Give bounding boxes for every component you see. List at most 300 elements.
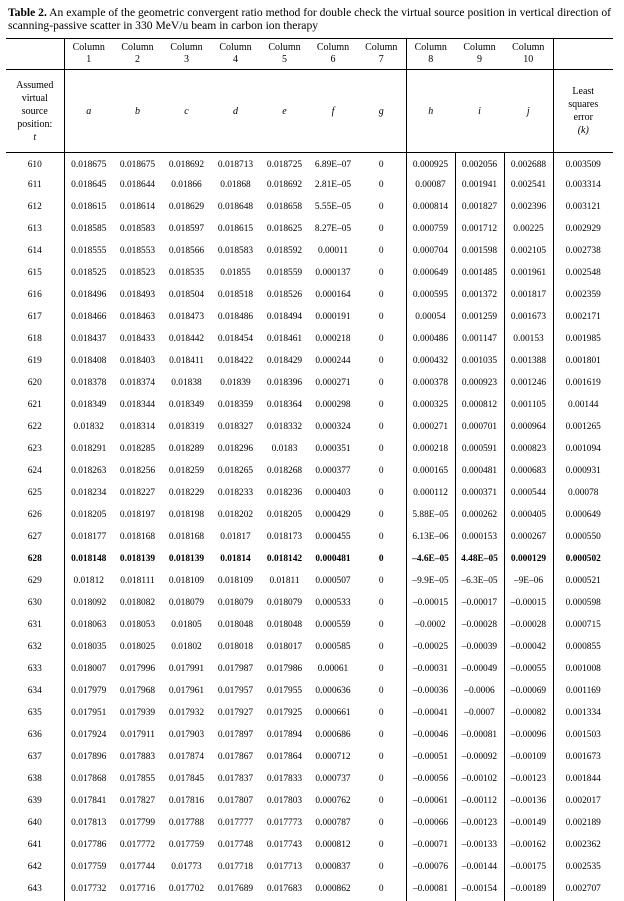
- table-cell: 0.018227: [119, 488, 156, 498]
- table-cell: –0.00028: [504, 615, 553, 637]
- table-cell: 0.01773: [171, 862, 202, 872]
- table-cell: –0.00081: [406, 879, 455, 901]
- row-position-cell: 642: [6, 857, 64, 879]
- table-cell: 0: [357, 879, 406, 901]
- column-header-name: Column: [316, 42, 350, 53]
- column-header-number: 10: [523, 54, 534, 65]
- table-cell: 0: [357, 549, 406, 571]
- row-position-cell: 622: [6, 417, 64, 439]
- table-cell: 0.000429: [315, 510, 351, 520]
- table-cell: 0.01839: [220, 378, 251, 388]
- table-cell: 0: [357, 153, 406, 175]
- table-cell: 0.018332: [266, 422, 303, 432]
- table-cell: 0.018349: [71, 400, 107, 410]
- table-cell: 0.018256: [119, 466, 156, 476]
- column-header-4: [211, 39, 260, 70]
- table-cell: 0: [357, 483, 406, 505]
- row-position-cell: 625: [6, 483, 64, 505]
- table-cell: 0.000814: [406, 197, 455, 219]
- column-variable-d: d: [211, 70, 260, 153]
- table-cell: 0.018168: [168, 532, 205, 542]
- table-cell: 0.018344: [119, 400, 156, 410]
- lsq-cell: 0.001008: [553, 659, 613, 681]
- table-cell: 0.017894: [266, 730, 303, 740]
- table-cell: 0.018597: [168, 224, 205, 234]
- lsq-cell: 0.000598: [553, 593, 613, 615]
- table-cell: 0.018018: [217, 642, 254, 652]
- table-row: [6, 307, 613, 329]
- lsq-header-line: (k): [577, 125, 589, 136]
- table-cell: 0.018442: [168, 334, 205, 344]
- table-cell: 0.018645: [71, 180, 107, 190]
- header-corner: [6, 39, 64, 70]
- table-cell: 0.018725: [266, 160, 303, 171]
- table-cell: 0.000481: [315, 554, 351, 564]
- row-position-cell: 635: [6, 703, 64, 725]
- table-cell: 0.018268: [266, 466, 303, 476]
- table-cell: 0.018053: [119, 620, 156, 630]
- table-cell: 0.018035: [71, 642, 107, 652]
- lsq-header-line: squares: [568, 99, 599, 110]
- lsq-cell: 0.001503: [553, 725, 613, 747]
- table-cell: 0.002396: [504, 197, 553, 219]
- table-cell: 6.89E–07: [314, 160, 352, 171]
- table-cell: –0.00144: [455, 857, 504, 879]
- table-cell: 0: [357, 285, 406, 307]
- table-cell: 0.018437: [71, 334, 107, 344]
- table-cell: 0.001035: [455, 351, 504, 373]
- table-cell: 0.001259: [455, 307, 504, 329]
- table-cell: 0.01855: [220, 268, 251, 278]
- lsq-cell: 0.002738: [553, 241, 613, 263]
- table-cell: 0.017833: [266, 774, 303, 784]
- row-position-cell: 616: [6, 285, 64, 307]
- table-cell: 0.000455: [315, 532, 351, 542]
- table-cell: 0.018109: [168, 576, 205, 586]
- table-cell: 0.000267: [504, 527, 553, 549]
- row-position-cell: 626: [6, 505, 64, 527]
- table-cell: 0.018493: [119, 290, 156, 300]
- table-row: [6, 593, 613, 615]
- lsq-cell: 0.002171: [553, 307, 613, 329]
- table-cell: –0.00162: [504, 835, 553, 857]
- table-cell: –0.00081: [455, 725, 504, 747]
- table-cell: 0.017777: [217, 818, 254, 828]
- table-row: [6, 813, 613, 835]
- table-cell: 0.000737: [315, 774, 351, 784]
- table-row: [6, 659, 613, 681]
- table-cell: 0.017748: [217, 840, 254, 850]
- table-cell: –0.00076: [406, 857, 455, 879]
- table-cell: 0.018079: [217, 598, 254, 608]
- table-cell: 0.018518: [217, 290, 254, 300]
- table-cell: 0.001147: [455, 329, 504, 351]
- table-cell: 0.017759: [71, 862, 107, 872]
- row-position-cell: 617: [6, 307, 64, 329]
- table-cell: 0: [357, 593, 406, 615]
- table-cell: 0.017986: [266, 664, 303, 674]
- table-cell: 0.018319: [168, 422, 205, 432]
- table-cell: 0.000704: [406, 241, 455, 263]
- table-cell: 0.018092: [71, 598, 107, 608]
- table-cell: 0.001817: [504, 285, 553, 307]
- table-cell: 0.017799: [119, 818, 156, 828]
- table-cell: 0: [357, 219, 406, 241]
- table-cell: 0: [357, 175, 406, 197]
- table-cell: –6.3E–05: [455, 571, 504, 593]
- table-cell: –0.00066: [406, 813, 455, 835]
- table-cell: 0.018692: [168, 160, 205, 171]
- table-cell: 0.018205: [266, 510, 303, 520]
- column-header-3: [162, 39, 211, 70]
- table-row: [6, 681, 613, 703]
- table-cell: 0.000649: [406, 263, 455, 285]
- table-cell: 0.000812: [455, 395, 504, 417]
- table-cell: 0.01832: [73, 422, 104, 432]
- table-cell: 0.017813: [71, 818, 107, 828]
- table-cell: –0.00031: [406, 659, 455, 681]
- table-cell: 0.018173: [266, 532, 303, 542]
- table-cell: 0.017713: [266, 862, 303, 872]
- table-cell: 0: [357, 329, 406, 351]
- table-cell: 0.000271: [406, 417, 455, 439]
- table-cell: 0.017718: [217, 862, 254, 872]
- table-row: [6, 351, 613, 373]
- table-cell: 0.000862: [315, 884, 351, 894]
- column-header-name: Column: [219, 42, 252, 53]
- column-variable-j: j: [504, 70, 553, 153]
- table-cell: 0.018648: [217, 202, 254, 212]
- table-row: [6, 373, 613, 395]
- table-cell: –0.00133: [455, 835, 504, 857]
- table-cell: 0.018463: [119, 312, 156, 322]
- table-cell: 0.000712: [315, 752, 351, 762]
- lsq-cell: 0.002017: [553, 791, 613, 813]
- table-cell: 0.018583: [119, 224, 156, 234]
- caption-label: Table 2.: [8, 6, 47, 19]
- table-cell: 0.000298: [315, 400, 351, 410]
- column-header-7: [357, 39, 406, 70]
- row-position-cell: 634: [6, 681, 64, 703]
- table-cell: 0.017759: [168, 840, 205, 850]
- table-cell: 0.01802: [171, 642, 202, 652]
- row-position-cell: 611: [6, 175, 64, 197]
- table-cell: 0.018411: [169, 356, 204, 366]
- lsq-cell: 0.000649: [553, 505, 613, 527]
- table-cell: 0.017939: [119, 708, 156, 718]
- table-cell: –0.00096: [504, 725, 553, 747]
- table-cell: 0.00225: [504, 219, 553, 241]
- table-cell: 0.01814: [220, 554, 251, 564]
- table-cell: 0.018525: [71, 268, 107, 278]
- lsq-header-line: error: [573, 112, 593, 123]
- table-row: [6, 549, 613, 571]
- table-cell: –0.00189: [504, 879, 553, 901]
- table-cell: –0.00149: [504, 813, 553, 835]
- table-cell: 0.017864: [266, 752, 303, 762]
- table-cell: 0.017961: [168, 686, 205, 696]
- column-header-number: 7: [378, 54, 384, 65]
- table-cell: 0.01868: [220, 180, 251, 190]
- lsq-cell: 0.003121: [553, 197, 613, 219]
- table-cell: 0: [357, 505, 406, 527]
- table-cell: 5.88E–05: [406, 505, 455, 527]
- lsq-cell: 0.000715: [553, 615, 613, 637]
- lsq-cell: 0.002929: [553, 219, 613, 241]
- table-cell: –9.9E–05: [406, 571, 455, 593]
- table-cell: 0.017868: [71, 774, 107, 784]
- table-cell: –0.00025: [406, 637, 455, 659]
- lsq-cell: 0.001265: [553, 417, 613, 439]
- table-cell: 0.00153: [504, 329, 553, 351]
- lsq-cell: 0.002535: [553, 857, 613, 879]
- table-cell: 0.018259: [168, 466, 205, 476]
- table-cell: –0.00123: [455, 813, 504, 835]
- table-cell: 0.01817: [220, 532, 251, 542]
- lsq-cell: 0.00144: [553, 395, 613, 417]
- table-cell: 0.017955: [266, 686, 303, 696]
- column-header-5: [260, 39, 309, 70]
- table-cell: –0.00015: [406, 593, 455, 615]
- table-cell: 0.017867: [217, 752, 254, 762]
- table-cell: 0.001246: [504, 373, 553, 395]
- table-cell: –0.00071: [406, 835, 455, 857]
- column-variable-b: b: [113, 70, 162, 153]
- lsq-cell: 0.003314: [553, 175, 613, 197]
- lsq-header-line: Least: [572, 86, 595, 97]
- lsq-cell: 0.00078: [553, 483, 613, 505]
- row-position-cell: 612: [6, 197, 64, 219]
- table-cell: 0.00061: [317, 664, 349, 674]
- column-variable-f: f: [309, 70, 357, 153]
- row-header-label: [6, 70, 64, 153]
- table-cell: 0.018692: [266, 180, 303, 190]
- table-cell: 0.000262: [455, 505, 504, 527]
- table-row: [6, 835, 613, 857]
- table-row: [6, 769, 613, 791]
- table-cell: –0.00046: [406, 725, 455, 747]
- lsq-cell: 0.001619: [553, 373, 613, 395]
- row-position-cell: 613: [6, 219, 64, 241]
- table-cell: 0.018025: [119, 642, 156, 652]
- row-position-cell: 610: [6, 153, 64, 175]
- table-cell: 0: [357, 439, 406, 461]
- lsq-cell: 0.001844: [553, 769, 613, 791]
- table-cell: 0.018296: [217, 444, 254, 454]
- lsq-header-label: [553, 70, 613, 153]
- row-header-line: virtual: [21, 92, 48, 104]
- table-cell: 0: [357, 395, 406, 417]
- table-cell: 0.017683: [266, 884, 303, 894]
- table-cell: 0.018494: [266, 312, 303, 322]
- table-cell: 0.000351: [315, 444, 351, 454]
- table-cell: –0.00039: [455, 637, 504, 659]
- table-cell: 0.018359: [217, 400, 254, 410]
- table-cell: –0.00017: [455, 593, 504, 615]
- table-cell: 0.000686: [315, 730, 351, 740]
- table-cell: 0.001941: [455, 175, 504, 197]
- table-cell: 0: [357, 571, 406, 593]
- table-cell: 0: [357, 615, 406, 637]
- row-position-cell: 637: [6, 747, 64, 769]
- column-variable-e: e: [260, 70, 309, 153]
- table-cell: 0: [357, 835, 406, 857]
- table-cell: 0.000591: [455, 439, 504, 461]
- table-cell: 0.000218: [406, 439, 455, 461]
- table-cell: –0.00015: [504, 593, 553, 615]
- table-cell: 0.017772: [119, 840, 156, 850]
- table-cell: 0.018585: [71, 224, 107, 234]
- column-header-name: Column: [170, 42, 203, 53]
- table-cell: –0.00055: [504, 659, 553, 681]
- table-cell: 0.018466: [71, 312, 107, 322]
- column-header-10: [504, 39, 553, 70]
- table-cell: 0.017883: [119, 752, 156, 762]
- table-cell: 0.000137: [315, 268, 351, 278]
- row-position-cell: 618: [6, 329, 64, 351]
- table-cell: 0.018229: [168, 488, 205, 498]
- table-cell: 0.017803: [266, 796, 303, 806]
- table-cell: –0.00061: [406, 791, 455, 813]
- table-cell: 0.017996: [119, 664, 156, 674]
- table-cell: 0.018198: [168, 510, 205, 520]
- table-cell: 0.017932: [168, 708, 205, 718]
- table-cell: 0.017807: [217, 796, 254, 806]
- table-cell: 0.000683: [504, 461, 553, 483]
- table-cell: 0.017845: [168, 774, 205, 784]
- column-header-number: 4: [233, 54, 238, 65]
- table-cell: 0.018526: [266, 290, 303, 300]
- row-position-cell: 628: [6, 549, 64, 571]
- table-row: [6, 285, 613, 307]
- table-cell: –0.0006: [455, 681, 504, 703]
- table-row: [6, 483, 613, 505]
- table-cell: 0.000164: [315, 290, 351, 300]
- lsq-cell: 0.001673: [553, 747, 613, 769]
- table-row: [6, 505, 613, 527]
- table-cell: 0.018007: [71, 664, 107, 674]
- table-cell: 0.018553: [119, 246, 156, 256]
- table-cell: 0.00011: [317, 246, 349, 256]
- row-position-cell: 620: [6, 373, 64, 395]
- table-cell: –0.00112: [455, 791, 504, 813]
- table-cell: 0.018139: [119, 554, 156, 564]
- row-position-cell: 639: [6, 791, 64, 813]
- table-cell: 0.018111: [120, 576, 155, 586]
- table-cell: 0.018364: [266, 400, 303, 410]
- row-position-cell: 633: [6, 659, 64, 681]
- table-cell: 0.018378: [71, 378, 107, 388]
- table-cell: 0.017788: [168, 818, 205, 828]
- table-cell: 0: [357, 461, 406, 483]
- table-row: [6, 417, 613, 439]
- table-cell: 0.017927: [217, 708, 254, 718]
- table-row: [6, 219, 613, 241]
- table-row: [6, 395, 613, 417]
- table-cell: 0.018263: [71, 466, 107, 476]
- column-variable-a: a: [64, 70, 113, 153]
- table-cell: 0.000701: [455, 417, 504, 439]
- table-cell: 0.01805: [171, 620, 202, 630]
- table-cell: 0: [357, 725, 406, 747]
- table-cell: 0.000507: [315, 576, 351, 586]
- table-cell: 0.018017: [266, 642, 303, 652]
- table-cell: –0.00175: [504, 857, 553, 879]
- column-header-name: Column: [365, 42, 398, 53]
- table-row: [6, 747, 613, 769]
- table-cell: 0.018079: [168, 598, 205, 608]
- table-cell: 0.018675: [71, 160, 107, 171]
- table-cell: 0: [357, 351, 406, 373]
- column-header-number: 6: [330, 54, 336, 65]
- table-cell: 0.018048: [217, 620, 254, 630]
- column-header-1: [64, 39, 113, 70]
- table-cell: 0.018142: [266, 554, 303, 564]
- table-row: [6, 329, 613, 351]
- row-position-cell: 638: [6, 769, 64, 791]
- table-cell: 0.017903: [168, 730, 205, 740]
- table-cell: –0.00049: [455, 659, 504, 681]
- table-cell: 0.018504: [168, 290, 205, 300]
- row-header-line: position:: [17, 118, 53, 130]
- table-cell: –4.6E–05: [406, 549, 455, 571]
- table-cell: 0.018205: [71, 510, 107, 520]
- row-position-cell: 640: [6, 813, 64, 835]
- table-cell: 0.000378: [406, 373, 455, 395]
- table-cell: 0.018615: [71, 202, 107, 212]
- row-position-cell: 614: [6, 241, 64, 263]
- row-position-cell: 636: [6, 725, 64, 747]
- column-variable-h: h: [406, 70, 455, 153]
- table-cell: 0.018433: [119, 334, 156, 344]
- table-cell: 0.018236: [266, 488, 303, 498]
- table-cell: –0.00092: [455, 747, 504, 769]
- table-cell: 0.018429: [266, 356, 303, 366]
- table-row: [6, 241, 613, 263]
- table-row: [6, 527, 613, 549]
- table-cell: 0.018349: [168, 400, 205, 410]
- table-row: [6, 197, 613, 219]
- table-cell: 0.000661: [315, 708, 351, 718]
- table-cell: 0.000923: [455, 373, 504, 395]
- table-row: [6, 615, 613, 637]
- row-position-cell: 624: [6, 461, 64, 483]
- table-cell: 6.13E–06: [406, 527, 455, 549]
- table-cell: –0.00036: [406, 681, 455, 703]
- table-cell: 0.018486: [217, 312, 254, 322]
- table-cell: 0.017896: [71, 752, 107, 762]
- row-position-cell: 643: [6, 879, 64, 901]
- table-cell: 0.017991: [168, 664, 205, 674]
- table-cell: 0.018454: [217, 334, 254, 344]
- column-header-6: [309, 39, 357, 70]
- table-cell: 0.018168: [119, 532, 156, 542]
- table-cell: 0.000112: [406, 483, 455, 505]
- table-cell: 0.000595: [406, 285, 455, 307]
- table-cell: 0.001598: [455, 241, 504, 263]
- table-row: [6, 725, 613, 747]
- table-cell: 0: [357, 791, 406, 813]
- table-cell: 0.017689: [217, 884, 254, 894]
- table-cell: 0.001388: [504, 351, 553, 373]
- column-header-name: Column: [268, 42, 301, 53]
- table-cell: 0.000191: [315, 312, 351, 322]
- table-cell: 0.001372: [455, 285, 504, 307]
- table-cell: 0.002688: [504, 153, 553, 175]
- table-cell: 0.000325: [406, 395, 455, 417]
- table-row: [6, 263, 613, 285]
- table-cell: –0.00154: [455, 879, 504, 901]
